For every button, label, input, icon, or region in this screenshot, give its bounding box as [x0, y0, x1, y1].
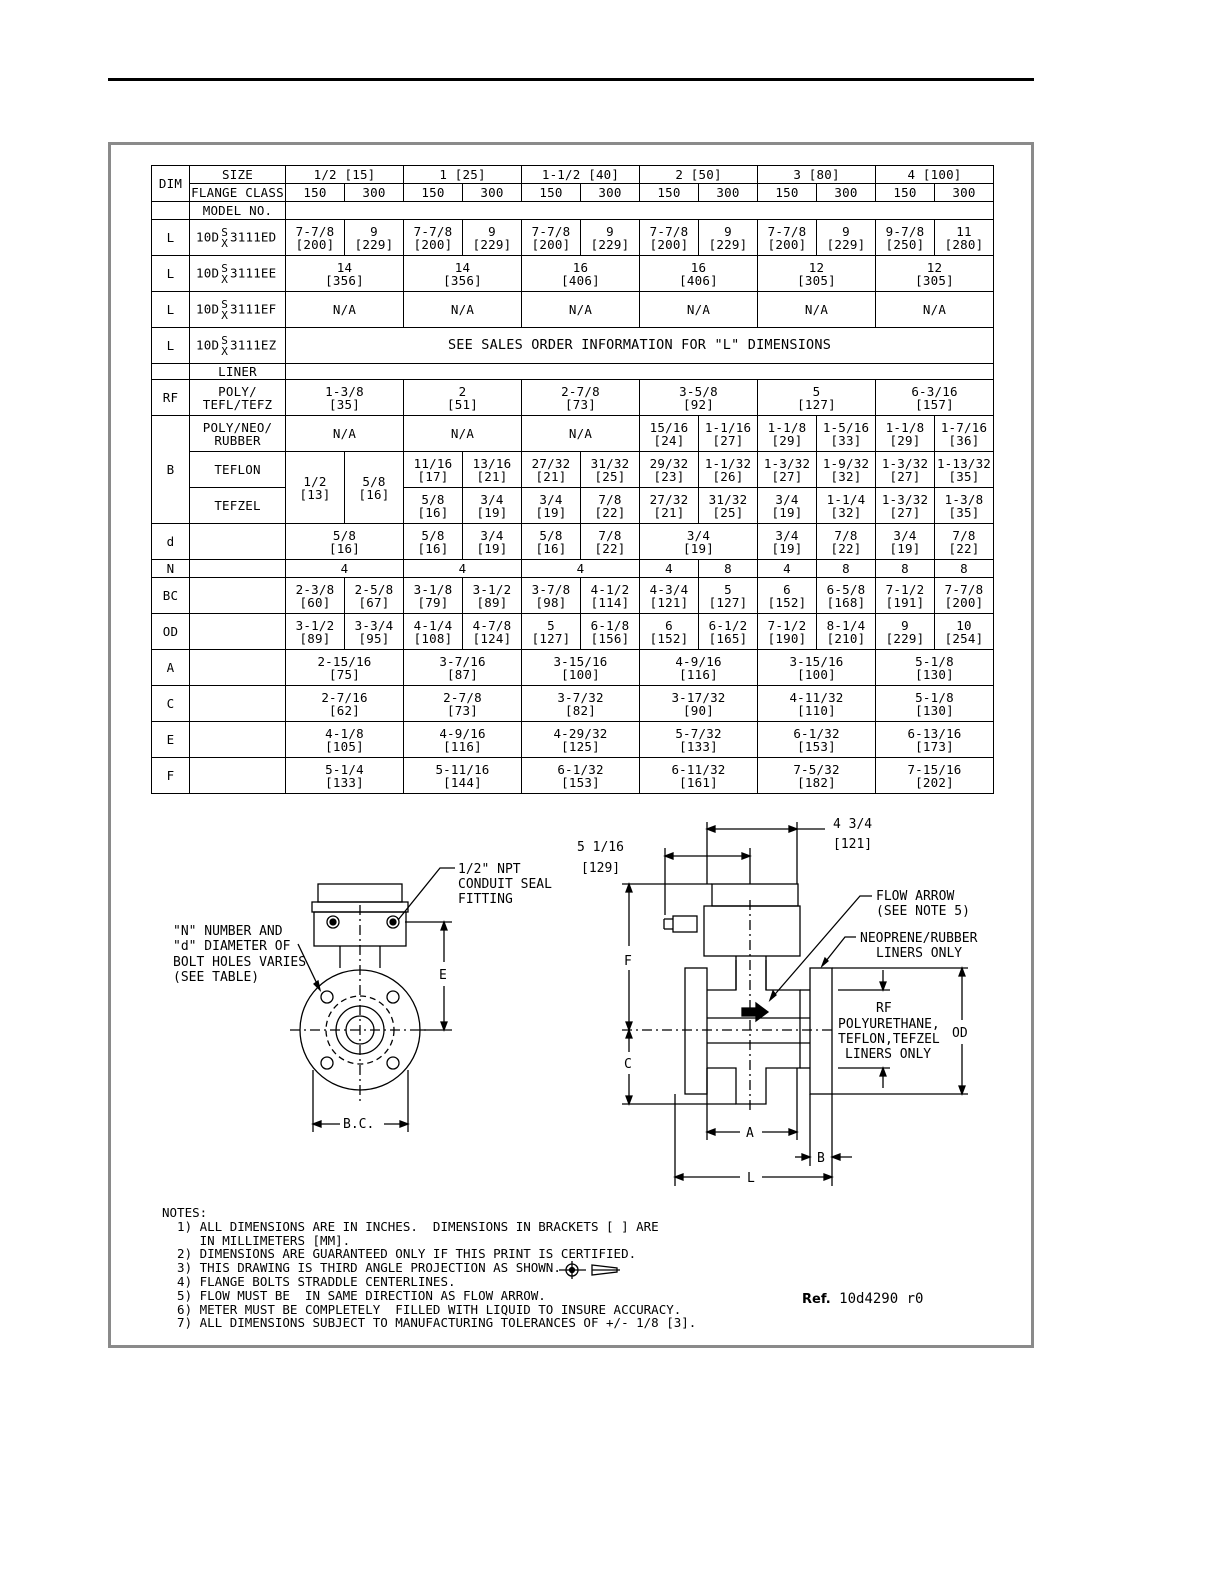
od-cell: 7-1/2 [190]: [758, 614, 817, 650]
b-cell: 31/32 [25]: [699, 488, 758, 524]
od-cell: 4-1/4 [108]: [404, 614, 463, 650]
rf-cell: 2-7/8 [73]: [522, 380, 640, 416]
d-cell: 7/8 [22]: [935, 524, 994, 560]
n-cell: 4: [640, 560, 699, 578]
l-cell: 7-7/8 [200]: [404, 220, 463, 256]
l-cell: 9-7/8 [250]: [876, 220, 935, 256]
b-cell: 1-3/32 [27]: [876, 452, 935, 488]
notes: [162, 1206, 696, 1330]
bolt-holes-label: BOLT HOLES VARIES: [173, 955, 307, 970]
bolt-hole: [387, 1057, 399, 1069]
dim-n: N: [152, 560, 190, 578]
dim-c: C: [152, 686, 190, 722]
reference: [802, 1291, 923, 1307]
size-cell: 2 [50]: [640, 166, 758, 184]
bc-cell: 3-1/8 [79]: [404, 578, 463, 614]
l-cell: 9 [229]: [699, 220, 758, 256]
e-cell: 5-7/32 [133]: [640, 722, 758, 758]
n-cell: 8: [817, 560, 876, 578]
od-cell: 6 [152]: [640, 614, 699, 650]
od-cell: 4-7/8 [124]: [463, 614, 522, 650]
rf-label: RF: [876, 1001, 892, 1016]
a-cell: 3-15/16 [100]: [522, 650, 640, 686]
bolt-holes-label: "d" DIAMETER OF: [173, 939, 291, 954]
flow-arrow-leader: [770, 896, 872, 1000]
class-cell: 150: [640, 184, 699, 202]
l-cell: N/A: [522, 292, 640, 328]
side-conduit-fitting: [673, 916, 697, 932]
b-cell: 13/16 [21]: [463, 452, 522, 488]
rf-cell: 3-5/8 [92]: [640, 380, 758, 416]
class-cell: 300: [817, 184, 876, 202]
dim-l-label: L: [747, 1171, 755, 1186]
b-cell: 1-9/32 [32]: [817, 452, 876, 488]
c-cell: 4-11/32 [110]: [758, 686, 876, 722]
l-cell: 16 [406]: [522, 256, 640, 292]
b-cell: 1-1/16 [27]: [699, 416, 758, 452]
dim-od: OD: [152, 614, 190, 650]
b-cell: 31/32 [25]: [581, 452, 640, 488]
liner-teflon: TEFLON: [190, 452, 286, 488]
class-cell: 300: [345, 184, 404, 202]
d-cell: 7/8 [22]: [581, 524, 640, 560]
side-view: [622, 822, 968, 1186]
dim-e-label: E: [439, 968, 447, 983]
b-cell: 1-1/8 [29]: [876, 416, 935, 452]
flow-arrow-label: FLOW ARROW: [876, 889, 955, 904]
rf-cell: 6-3/16 [157]: [876, 380, 994, 416]
rf-label: POLYURETHANE,: [838, 1017, 940, 1032]
size-cell: 1-1/2 [40]: [522, 166, 640, 184]
b-cell: 1-3/32 [27]: [758, 452, 817, 488]
dim-b: B: [152, 416, 190, 524]
od-cell: 5 [127]: [522, 614, 581, 650]
b-cell: 11/16 [17]: [404, 452, 463, 488]
b-cell: 1-5/16 [33]: [817, 416, 876, 452]
dim-4-3-4-label: 4 3/4: [833, 817, 873, 832]
note-1: 1) ALL DIMENSIONS ARE IN INCHES. DIMENSIONS IN BRACKETS [ ] ARE: [162, 1218, 659, 1234]
n-cell: 4: [758, 560, 817, 578]
dim-5-1-16-label: 5 1/16: [577, 840, 624, 855]
dim-header: DIM: [152, 166, 190, 202]
od-cell: 9 [229]: [876, 614, 935, 650]
size-header: SIZE: [190, 166, 286, 184]
side-transmitter-body: [704, 906, 800, 956]
dim-od-label: OD: [952, 1026, 968, 1041]
b-cell: 1-3/32 [27]: [876, 488, 935, 524]
f-cell: 7-15/16 [202]: [876, 758, 994, 794]
dim-l: L: [152, 292, 190, 328]
ref-value: 10d4290 r0: [839, 1291, 924, 1307]
model-3111ed: 10D S X 3111ED: [190, 220, 286, 256]
class-cell: 300: [581, 184, 640, 202]
bc-cell: 6 [152]: [758, 578, 817, 614]
b-cell: 3/4 [19]: [522, 488, 581, 524]
liner-poly-neo-rubber: POLY/NEO/ RUBBER: [190, 416, 286, 452]
l-cell: 16 [406]: [640, 256, 758, 292]
b-cell: 1-7/16 [36]: [935, 416, 994, 452]
e-cell: 4-29/32 [125]: [522, 722, 640, 758]
od-cell: 6-1/8 [156]: [581, 614, 640, 650]
front-view: [290, 868, 455, 1132]
dim-l: L: [152, 328, 190, 364]
npt-label: CONDUIT SEAL: [458, 877, 552, 892]
n-cell: 8: [876, 560, 935, 578]
liner-poly-tefl-tefz: POLY/ TEFL/TEFZ: [190, 380, 286, 416]
note-6: 6) METER MUST BE COMPLETELY FILLED WITH LIQUID TO INSURE ACCURACY.: [162, 1301, 682, 1317]
b-cell: 1/2 [13]: [286, 452, 345, 524]
a-cell: 3-15/16 [100]: [758, 650, 876, 686]
neoprene-label: NEOPRENE/RUBBER: [860, 931, 978, 946]
d-cell: 3/4 [19]: [876, 524, 935, 560]
see-sales-order-note: SEE SALES ORDER INFORMATION FOR "L" DIMENSIONS: [286, 328, 994, 364]
class-cell: 150: [286, 184, 345, 202]
npt-label: FITTING: [458, 892, 513, 907]
dim-bc: BC: [152, 578, 190, 614]
model-3111ez: 10D S X 3111EZ: [190, 328, 286, 364]
n-cell: 4: [286, 560, 404, 578]
note-3: 3) THIS DRAWING IS THIRD ANGLE PROJECTION AS SHOWN.: [162, 1260, 561, 1276]
ref-label: Ref.: [802, 1292, 831, 1307]
b-cell: 1-1/32 [26]: [699, 452, 758, 488]
l-cell: 12 [305]: [758, 256, 876, 292]
od-cell: 8-1/4 [210]: [817, 614, 876, 650]
note-2: 2) DIMENSIONS ARE GUARANTEED ONLY IF THIS PRINT IS CERTIFIED.: [162, 1246, 637, 1262]
liner-tefzel: TEFZEL: [190, 488, 286, 524]
b-cell: 7/8 [22]: [581, 488, 640, 524]
bc-cell: 2-3/8 [60]: [286, 578, 345, 614]
class-cell: 150: [876, 184, 935, 202]
d-cell: 3/4 [19]: [758, 524, 817, 560]
bc-cell: 3-7/8 [98]: [522, 578, 581, 614]
dim-l: L: [152, 220, 190, 256]
b-cell: 15/16 [24]: [640, 416, 699, 452]
l-cell: 7-7/8 [200]: [522, 220, 581, 256]
f-cell: 6-11/32 [161]: [640, 758, 758, 794]
b-cell: 5/8 [16]: [404, 488, 463, 524]
b-cell: 1-1/8 [29]: [758, 416, 817, 452]
note-1-cont: IN MILLIMETERS [MM].: [162, 1232, 351, 1248]
f-cell: 6-1/32 [153]: [522, 758, 640, 794]
l-cell: 7-7/8 [200]: [286, 220, 345, 256]
class-cell: 300: [463, 184, 522, 202]
bc-cell: 3-1/2 [89]: [463, 578, 522, 614]
note-7: 7) ALL DIMENSIONS SUBJECT TO MANUFACTURING TOLERANCES OF +/- 1/8 [3].: [162, 1315, 697, 1331]
dim-c-label: C: [624, 1057, 632, 1072]
od-cell: 6-1/2 [165]: [699, 614, 758, 650]
class-cell: 300: [935, 184, 994, 202]
size-cell: 1/2 [15]: [286, 166, 404, 184]
note-5: 5) FLOW MUST BE IN SAME DIRECTION AS FLOW ARROW.: [162, 1287, 546, 1303]
l-cell: 9 [229]: [817, 220, 876, 256]
model-3111ef: 10D S X 3111EF: [190, 292, 286, 328]
bolt-hole: [321, 1057, 333, 1069]
dim-rf: RF: [152, 380, 190, 416]
dim-a-label: A: [746, 1126, 754, 1141]
c-cell: 2-7/8 [73]: [404, 686, 522, 722]
right-flange: [810, 968, 832, 1094]
d-cell: 5/8 [16]: [522, 524, 581, 560]
e-cell: 6-13/16 [173]: [876, 722, 994, 758]
rf-cell: 1-3/8 [35]: [286, 380, 404, 416]
l-cell: N/A: [758, 292, 876, 328]
bc-cell: 2-5/8 [67]: [345, 578, 404, 614]
b-cell: 1-3/8 [35]: [935, 488, 994, 524]
b-cell: 27/32 [21]: [522, 452, 581, 488]
b-cell: 29/32 [23]: [640, 452, 699, 488]
d-cell: 5/8 [16]: [286, 524, 404, 560]
model-no-header: MODEL NO.: [190, 202, 286, 220]
c-cell: 3-7/32 [82]: [522, 686, 640, 722]
l-cell: N/A: [876, 292, 994, 328]
drawing-labels: [173, 817, 978, 1186]
f-cell: 5-11/16 [144]: [404, 758, 522, 794]
dim-129-label: [129]: [581, 861, 621, 876]
bc-cell: 4-1/2 [114]: [581, 578, 640, 614]
b-cell: 5/8 [16]: [345, 452, 404, 524]
od-cell: 10 [254]: [935, 614, 994, 650]
dim-d: d: [152, 524, 190, 560]
notes-title: NOTES:: [162, 1205, 208, 1220]
note-4: 4) FLANGE BOLTS STRADDLE CENTERLINES.: [162, 1273, 456, 1289]
class-cell: 150: [404, 184, 463, 202]
dim-b-label: B: [817, 1151, 825, 1166]
liner-header: LINER: [190, 364, 286, 380]
dim-e: E: [152, 722, 190, 758]
b-cell: 1-13/32 [35]: [935, 452, 994, 488]
d-cell: 3/4 [19]: [463, 524, 522, 560]
c-cell: 5-1/8 [130]: [876, 686, 994, 722]
c-cell: 3-17/32 [90]: [640, 686, 758, 722]
b-cell: N/A: [522, 416, 640, 452]
bolt-hole: [387, 991, 399, 1003]
bc-cell: 4-3/4 [121]: [640, 578, 699, 614]
rf-cell: 5 [127]: [758, 380, 876, 416]
a-cell: 2-15/16 [75]: [286, 650, 404, 686]
d-cell: 3/4 [19]: [640, 524, 758, 560]
rf-cell: 2 [51]: [404, 380, 522, 416]
a-cell: 5-1/8 [130]: [876, 650, 994, 686]
bc-cell: 7-7/8 [200]: [935, 578, 994, 614]
d-cell: 7/8 [22]: [817, 524, 876, 560]
l-cell: 14 [356]: [286, 256, 404, 292]
dim-a: A: [152, 650, 190, 686]
b-cell: 3/4 [19]: [758, 488, 817, 524]
size-cell: 3 [80]: [758, 166, 876, 184]
dim-f: F: [152, 758, 190, 794]
bc-cell: 7-1/2 [191]: [876, 578, 935, 614]
dim-bc-label: B.C.: [343, 1117, 375, 1132]
class-cell: 150: [522, 184, 581, 202]
od-cell: 3-3/4 [95]: [345, 614, 404, 650]
a-cell: 3-7/16 [87]: [404, 650, 522, 686]
l-cell: N/A: [640, 292, 758, 328]
od-cell: 3-1/2 [89]: [286, 614, 345, 650]
dim-l: L: [152, 256, 190, 292]
dim-121-label: [121]: [833, 837, 873, 852]
b-cell: N/A: [404, 416, 522, 452]
bc-cell: 6-5/8 [168]: [817, 578, 876, 614]
l-cell: N/A: [286, 292, 404, 328]
l-cell: 9 [229]: [581, 220, 640, 256]
n-cell: 4: [522, 560, 640, 578]
n-cell: 4: [404, 560, 522, 578]
l-cell: 7-7/8 [200]: [640, 220, 699, 256]
d-cell: 5/8 [16]: [404, 524, 463, 560]
c-cell: 2-7/16 [62]: [286, 686, 404, 722]
rf-label: LINERS ONLY: [845, 1047, 932, 1062]
l-cell: 14 [356]: [404, 256, 522, 292]
bolt-hole: [321, 991, 333, 1003]
size-cell: 4 [100]: [876, 166, 994, 184]
class-cell: 300: [699, 184, 758, 202]
a-cell: 4-9/16 [116]: [640, 650, 758, 686]
l-cell: 12 [305]: [876, 256, 994, 292]
bolt-holes-label: (SEE TABLE): [173, 970, 260, 985]
neoprene-label: LINERS ONLY: [876, 946, 963, 961]
left-flange: [685, 968, 707, 1094]
b-cell: 3/4 [19]: [463, 488, 522, 524]
f-cell: 7-5/32 [182]: [758, 758, 876, 794]
dim-f-label: F: [624, 954, 632, 969]
size-cell: 1 [25]: [404, 166, 522, 184]
bolt-holes-label: "N" NUMBER AND: [173, 924, 283, 939]
rf-label: TEFLON,TEFZEL: [838, 1032, 940, 1047]
l-cell: 9 [229]: [345, 220, 404, 256]
flow-arrow-label: (SEE NOTE 5): [876, 904, 970, 919]
bc-cell: 5 [127]: [699, 578, 758, 614]
side-transmitter-head: [712, 884, 798, 906]
e-cell: 4-1/8 [105]: [286, 722, 404, 758]
l-cell: 9 [229]: [463, 220, 522, 256]
l-cell: 11 [280]: [935, 220, 994, 256]
f-cell: 5-1/4 [133]: [286, 758, 404, 794]
npt-label: 1/2" NPT: [458, 862, 521, 877]
class-cell: 150: [758, 184, 817, 202]
e-cell: 6-1/32 [153]: [758, 722, 876, 758]
model-3111ee: 10D S X 3111EE: [190, 256, 286, 292]
transmitter-head: [318, 884, 402, 902]
l-cell: N/A: [404, 292, 522, 328]
b-cell: 1-1/4 [32]: [817, 488, 876, 524]
n-cell: 8: [699, 560, 758, 578]
b-cell: N/A: [286, 416, 404, 452]
l-cell: 7-7/8 [200]: [758, 220, 817, 256]
flange-class-header: FLANGE CLASS: [191, 185, 284, 200]
b-cell: 27/32 [21]: [640, 488, 699, 524]
n-cell: 8: [935, 560, 994, 578]
e-cell: 4-9/16 [116]: [404, 722, 522, 758]
